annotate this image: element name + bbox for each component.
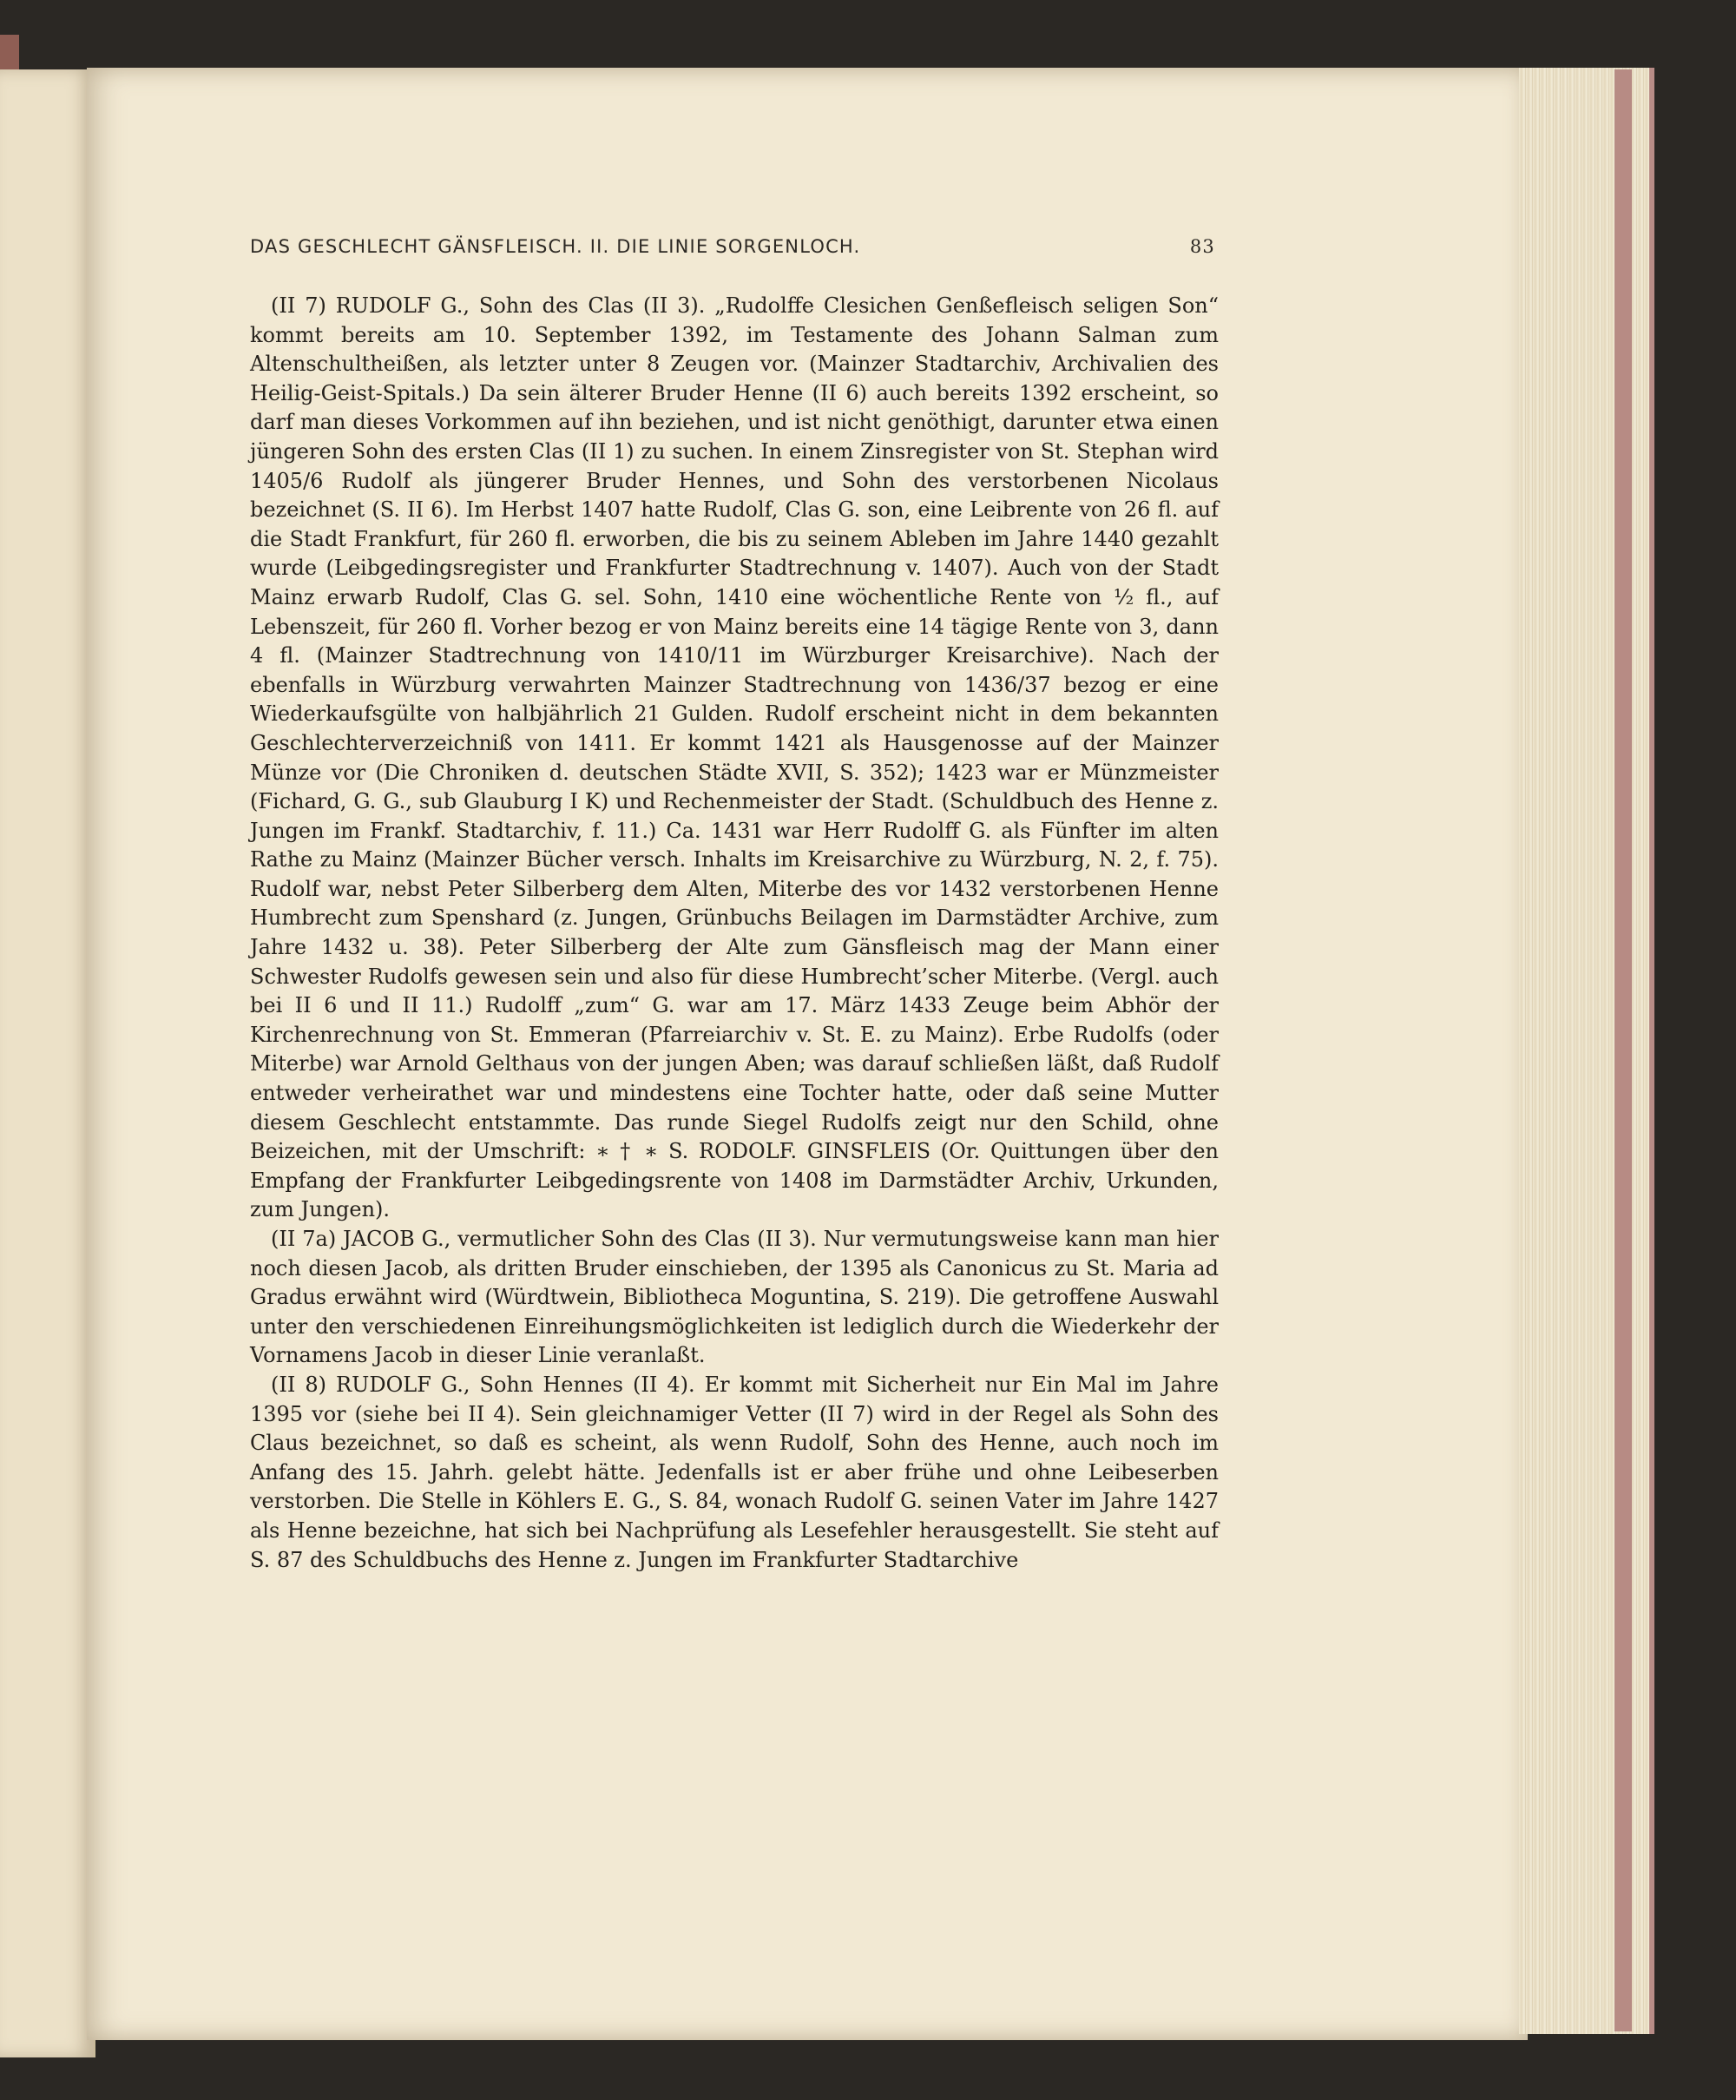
body-text [250, 292, 1219, 1575]
paragraph-rudolf-ii7: (II 7) RUDOLF G., Sohn des Clas (II 3). „Rudolffe Clesichen Genßefleisch seligen Son“ kommt bereits am 10. September 1392, im Testamente des Johann Salman zum Altenschultheißen, als letzter unter 8 Zeugen vor. (Mainzer Stadtarchiv, Archivalien des Heilig-Geist-Spitals.) Da sein älterer Bruder Henne (II 6) auch bereits 1392 erscheint, so darf man dieses Vorkommen auf ihn beziehen, und ist nicht genöthigt, darunter etwa einen jüngeren Sohn des ersten Clas (II 1) zu suchen. In einem Zinsregister von St. Stephan wird 1405/6 Rudolf als jüngerer Bruder Hennes, und Sohn des verstorbenen Nicolaus bezeichnet (S. II 6). Im Herbst 1407 hatte Rudolf, Clas G. son, eine Leibrente von 26 fl. auf die Stadt Frankfurt, für 260 fl. erworben, die bis zu seinem Ableben im Jahre 1440 gezahlt wurde (Leibgedingsregister und Frankfurter Stadtrechnung v. 1407). Auch von der Stadt Mainz erwarb Rudolf, Clas G. sel. Sohn, 1410 eine wöchentliche Rente von ½ fl., auf Lebenszeit, für 260 fl. Vorher bezog er von Mainz bereits eine 14 tägige Rente von 3, dann 4 fl. (Mainzer Stadtrechnung von 1410/11 im Würzburger Kreisarchive). Nach der ebenfalls in Würzburg verwahrten Mainzer Stadtrechnung von 1436/37 bezog er eine Wiederkaufsgülte von halbjährlich 21 Gulden. Rudolf erscheint nicht in dem bekannten Geschlechterverzeichniß von 1411. Er kommt 1421 als Hausgenosse auf der Mainzer Münze vor (Die Chroniken d. deutschen Städte XVII, S. 352); 1423 war er Münzmeister (Fichard, G. G., sub Glauburg I K) und Rechenmeister der Stadt. (Schuldbuch des Henne z. Jungen im Frankf. Stadtarchiv, f. 11.) Ca. 1431 war Herr Rudolff G. als Fünfter im alten Rathe zu Mainz (Mainzer Bücher versch. Inhalts im Kreisarchive zu Würzburg, N. 2, f. 75). Rudolf war, nebst Peter Silberberg dem Alten, Miterbe des vor 1432 verstorbenen Henne Humbrecht zum Spenshard (z. Jungen, Grünbuchs Beilagen im Darmstädter Archive, zum Jahre 1432 u. 38). Peter Silberberg der Alte zum Gänsfleisch mag der Mann einer Schwester Rudolfs gewesen sein und also für diese Humbrecht’scher Miterbe. (Vergl. auch bei II 6 und II 11.) Rudolff „zum“ G. war am 17. März 1433 Zeuge beim Abhör der Kirchenrechnung von St. Emmeran (Pfarreiarchiv v. St. E. zu Mainz). Erbe Rudolfs (oder Miterbe) war Arnold Gelthaus von der jungen Aben; was darauf schließen läßt, daß Rudolf entweder verheirathet war und mindestens eine Tochter hatte, oder daß seine Mutter diesem Geschlecht entstammte. Das runde Siegel Rudolfs zeigt nur den Schild, ohne Beizeichen, mit der Umschrift: ∗ † ∗ S. RODOLF. GINSFLEIS (Or. Quittungen über den Empfang der Frankfurter Leibgedingsrente von 1408 im Darmstädter Archiv, Urkunden, zum Jungen). [250, 293, 1219, 1222]
page-number: 83 [1189, 236, 1215, 257]
left-page-edge [0, 69, 95, 2057]
paragraph-rudolf-ii8: (II 8) RUDOLF G., Sohn Hennes (II 4). Er kommt mit Sicherheit nur Ein Mal im Jahre 1395 vor (siehe bei II 4). Sein gleichnamiger Vetter (II 7) wird in der Regel als Sohn des Claus bezeichnet, so daß es scheint, als wenn Rudolf, Sohn des Henne, auch noch im Anfang des 15. Jahrh. gelebt hätte. Jedenfalls ist er aber frühe und ohne Leibeserben verstorben. Die Stelle in Köhlers E. G., S. 84, wonach Rudolf G. seinen Vater im Jahre 1427 als Henne bezeichne, hat sich bei Nachprüfung als Lesefehler herausgestellt. Sie steht auf S. 87 des Schuldbuchs des Henne z. Jungen im Frankfurter Stadtarchive [250, 1372, 1219, 1572]
paragraph-jacob-ii7a: (II 7a) JACOB G., vermutlicher Sohn des Clas (II 3). Nur vermutungsweise kann man hier noch diesen Jacob, als dritten Bruder einschieben, der 1395 als Canonicus zu St. Maria ad Gradus erwähnt wird (Würdtwein, Bibliotheca Moguntina, S. 219). Die getroffene Auswahl unter den verschiedenen Einreihungsmöglichkeiten ist lediglich durch die Wiederkehr der Vornamens Jacob in dieser Linie veranlaßt. [250, 1227, 1219, 1368]
running-header-title: DAS GESCHLECHT GÄNSFLEISCH. II. DIE LINIE SORGENLOCH. [250, 236, 861, 257]
page-stack-edges [1519, 68, 1654, 2034]
book-spine [1614, 69, 1632, 2031]
